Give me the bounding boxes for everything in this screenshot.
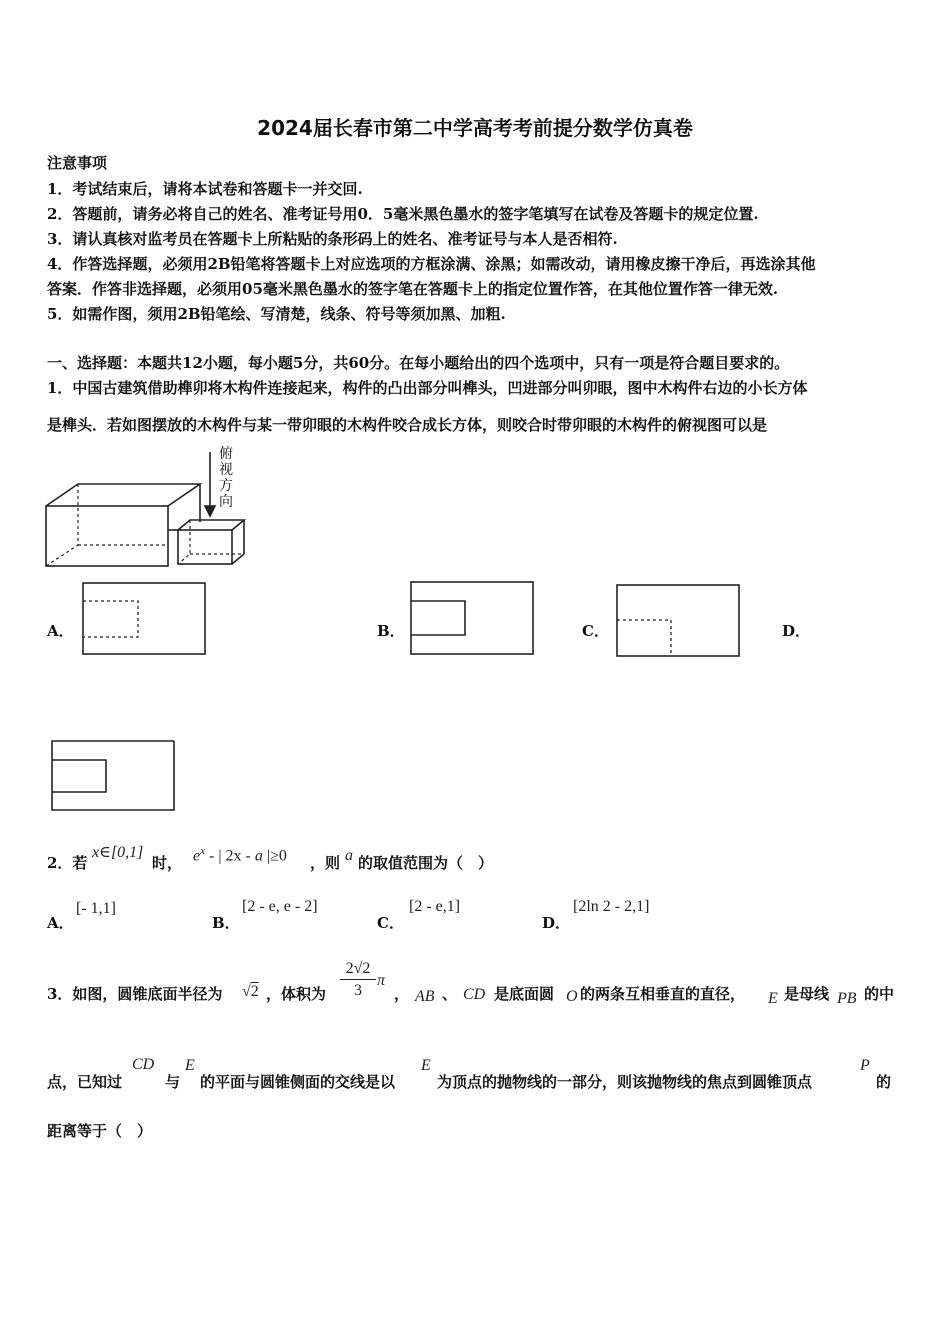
- q3-PB: PB: [837, 990, 857, 1007]
- option-b-figure: [411, 582, 533, 654]
- ineq-tail: |≥0: [262, 847, 287, 865]
- option-c-figure: [617, 585, 739, 656]
- q3-line2-CD: CD: [132, 1056, 155, 1073]
- q2-then: ，则: [310, 854, 341, 872]
- q3-text-5: 的两条互相垂直的直径，: [580, 985, 746, 1003]
- q3-text-4: 是底面圆: [494, 985, 555, 1003]
- q3-pi: π: [377, 972, 386, 989]
- q2-option-c-label[interactable]: C．: [377, 914, 404, 932]
- notice-item-3: 3．请认真核对监考员在答题卡上所粘贴的条形码上的姓名、准考证号与本人是否相符.: [47, 230, 618, 248]
- fraction-denominator: 3: [354, 982, 362, 999]
- q3-text-1: 3．如图，圆锥底面半径为: [47, 985, 223, 1003]
- q2-option-d-value: [2ln 2 - 2,1]: [573, 898, 650, 915]
- notice-item-4: 4．作答选择题，必须用2B铅笔将答题卡上对应选项的方框涂满、涂黑；如需改动，请用橡皮擦干净后，再选涂其他: [47, 255, 816, 273]
- option-d-figure: [52, 741, 174, 810]
- q3-line2-e: 的: [876, 1073, 892, 1091]
- q2-option-c-value: [2 - e,1]: [409, 898, 461, 915]
- section-heading: 一、选择题：本题共12小题，每小题5分，共60分。在每小题给出的四个选项中，只有一项是符合题目要求的。: [47, 354, 790, 372]
- notice-item-2: 2．答题前，请务必将自己的姓名、准考证号用0．5毫米黑色墨水的签字笔填写在试卷及答题卡的规定位置.: [47, 205, 759, 223]
- q2-prefix: 2．若: [47, 854, 88, 872]
- q3-line2-c: 的平面与圆锥侧面的交线是以: [200, 1073, 396, 1091]
- q3-line2-E2: E: [421, 1057, 431, 1074]
- q2-option-d-label[interactable]: D．: [542, 914, 571, 932]
- q2-mid: 时，: [152, 854, 183, 872]
- q3-sep: 、: [442, 985, 458, 1003]
- q3-line2-P: P: [860, 1057, 870, 1074]
- q3-CD: CD: [463, 986, 486, 1003]
- ineq-a: a: [254, 847, 263, 865]
- q2-option-b-label[interactable]: B．: [212, 914, 240, 932]
- q1-option-a-label[interactable]: A．: [47, 622, 74, 640]
- q1-option-b-label[interactable]: B．: [377, 622, 405, 640]
- q3-line2-d: 为顶点的抛物线的一部分，则该抛物线的焦点到圆锥顶点: [437, 1073, 813, 1091]
- q2-inequality: [193, 845, 287, 865]
- q1-option-d-label[interactable]: D．: [782, 622, 811, 640]
- q3-sqrt2: √2: [242, 983, 259, 1000]
- view-label-char: 视: [219, 462, 233, 478]
- view-label-char: 俯: [219, 446, 233, 462]
- q2-option-a-value: [- 1,1]: [76, 900, 116, 917]
- q3-text-7: 的中: [864, 985, 895, 1003]
- fraction-numerator: 2√2: [340, 959, 376, 980]
- page-title: 2024届长春市第二中学高考考前提分数学仿真卷: [257, 116, 693, 140]
- q2-var: a: [345, 847, 353, 864]
- q3-E: E: [768, 990, 778, 1007]
- q2-option-a-label[interactable]: A．: [47, 914, 74, 932]
- ineq-exp: x: [200, 845, 205, 857]
- q3-line3: 距离等于（ ）: [47, 1122, 153, 1140]
- notice-item-4-cont: 答案．作答非选择题，必须用05毫米黑色墨水的签字笔在答题卡上的指定位置作答，在其他位置作答一律无效.: [47, 280, 779, 298]
- ineq-abs: - | 2x -: [205, 847, 255, 865]
- view-label-char: 向: [219, 494, 233, 510]
- ineq-e: e: [193, 847, 201, 865]
- sqrt-radicand: 2: [250, 983, 259, 1000]
- q3-text-3: ，: [394, 985, 410, 1003]
- q3-line2-b: 与: [165, 1073, 181, 1091]
- notice-item-5: 5．如需作图，须用2B铅笔绘、写清楚，线条、符号等须加黑、加粗.: [47, 305, 506, 323]
- notice-item-1: 1．考试结束后，请将本试卷和答题卡一并交回.: [47, 180, 363, 198]
- notice-heading: 注意事项: [47, 154, 108, 172]
- q3-text-2: ，体积为: [266, 985, 327, 1003]
- q3-line2-a: 点，已知过: [47, 1073, 123, 1091]
- q2-condition: x∈[0,1]: [92, 844, 144, 861]
- q2-option-b-value: [2 - e, e - 2]: [242, 898, 318, 915]
- view-label-char: 方: [219, 478, 233, 494]
- q2-suffix: 的取值范围为（ ）: [358, 854, 494, 872]
- option-a-figure: [83, 583, 205, 654]
- q3-O: O: [566, 988, 578, 1005]
- q1-line-2: 是榫头．若如图摆放的木构件与某一带卯眼的木构件咬合成长方体，则咬合时带卯眼的木构件的俯视图可以是: [47, 416, 768, 434]
- q1-option-c-label[interactable]: C．: [582, 622, 609, 640]
- q3-text-6: 是母线: [784, 985, 830, 1003]
- q3-AB: AB: [415, 988, 435, 1005]
- q1-line-1: 1．中国古建筑借助榫卯将木构件连接起来，构件的凸出部分叫榫头，凹进部分叫卯眼，图中木构件右边的小长方体: [47, 379, 808, 397]
- q3-volume-fraction: [340, 959, 376, 1002]
- q3-line2-E: E: [185, 1057, 195, 1074]
